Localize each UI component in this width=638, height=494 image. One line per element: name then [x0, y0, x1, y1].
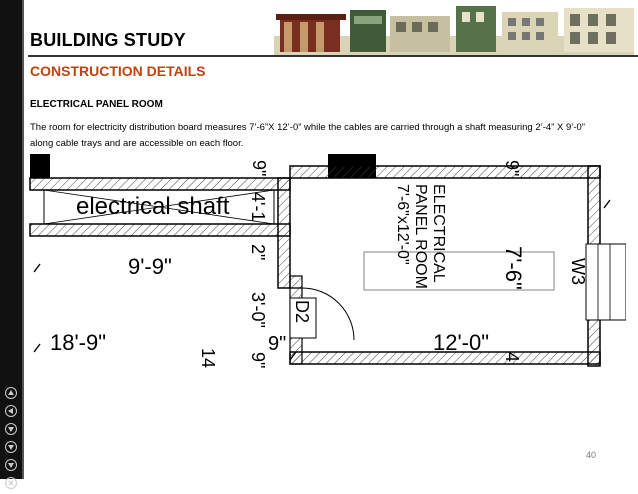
dim-door: 3'-0" [248, 292, 268, 328]
dim-corridor-length: 18'-9" [50, 330, 107, 355]
building-header-image [270, 6, 638, 56]
down-triangle-icon[interactable] [4, 440, 18, 454]
sidebar-divider [22, 0, 24, 479]
dim-wall-9-bottom-2: 9" [248, 352, 268, 369]
dim-top-right-9: 9" [502, 160, 522, 177]
down-triangle-icon[interactable] [4, 422, 18, 436]
column-left [30, 154, 50, 178]
close-icon[interactable] [4, 476, 18, 490]
left-triangle-icon[interactable] [4, 404, 18, 418]
dim-cut-14: 14 [198, 348, 218, 369]
window-tag: W3 [568, 258, 588, 285]
shaft-label: electrical shaft [76, 193, 230, 220]
floor-plan-drawing [28, 152, 626, 376]
dim-wall-9-bottom: 9" [268, 333, 287, 355]
content-heading: ELECTRICAL PANEL ROOM [30, 99, 163, 110]
title-underline [28, 55, 638, 57]
dim-shaft-width-b: 2" [248, 244, 268, 261]
slide-title: BUILDING STUDY [30, 30, 186, 50]
dim-shaft-width: 4'-1 [248, 192, 268, 222]
dim-top-left-9: 9" [249, 160, 269, 177]
dim-room-length: 12'-0" [433, 330, 490, 355]
room-label-line-1: ELECTRICAL [430, 184, 447, 283]
dim-cut-4: 4 [502, 352, 522, 363]
down-triangle-icon[interactable] [4, 458, 18, 472]
dim-shaft-length: 9'-9" [128, 254, 172, 279]
door-tag: D2 [292, 300, 312, 324]
room-label-line-2: PANEL ROOM [412, 184, 429, 289]
description-paragraph: The room for electricity distribution board measures 7’-6”X 12’-0” while the cables are carried through a shaft measuring 2’-4” X 9’-0” along cable trays and are accessible on each floor. [30, 122, 585, 149]
section-subtitle: CONSTRUCTION DETAILS [30, 63, 206, 79]
up-triangle-icon[interactable] [4, 386, 18, 400]
page-number: 40 [586, 450, 597, 460]
dim-room-width: 7'-6" [501, 246, 526, 290]
nav-icon-column [2, 386, 20, 494]
room-label-line-3: 7'-6"x12'-0" [394, 184, 411, 265]
